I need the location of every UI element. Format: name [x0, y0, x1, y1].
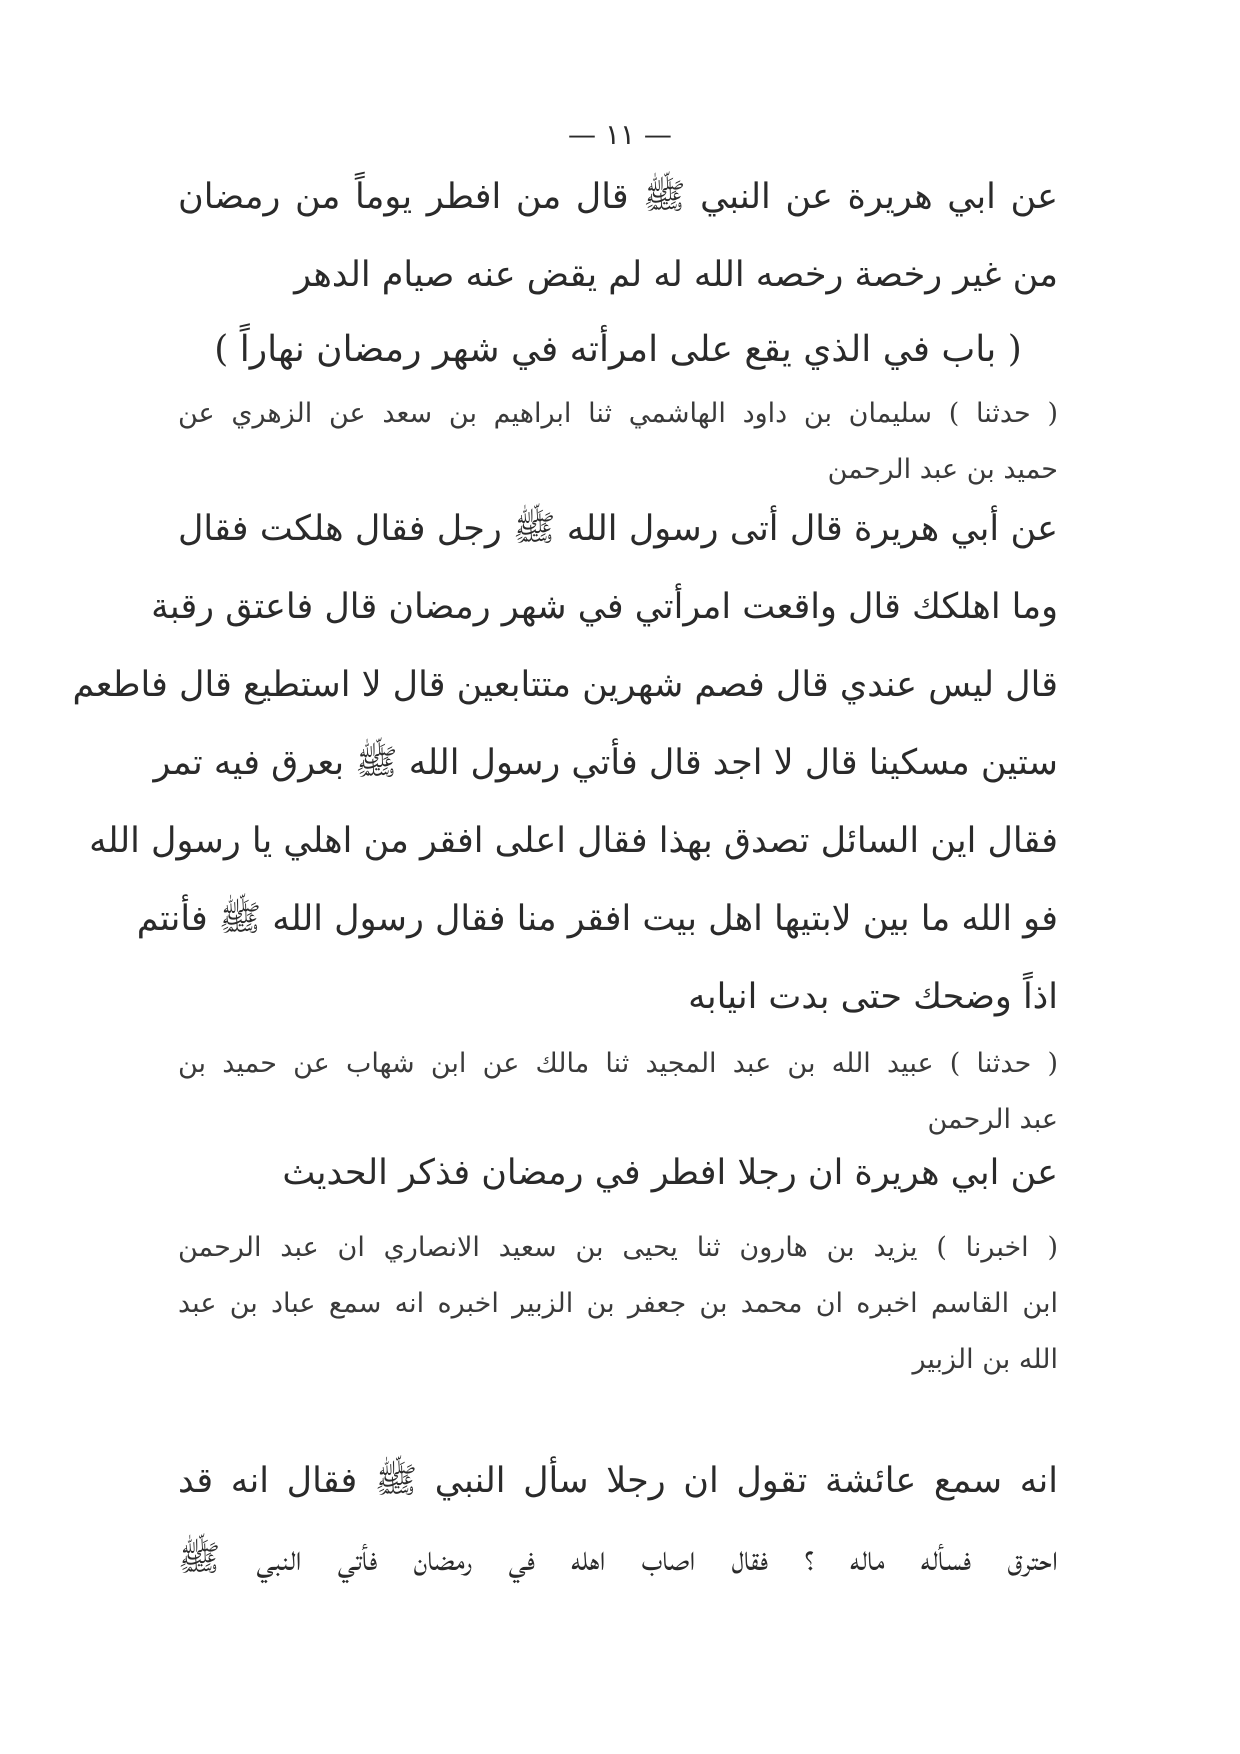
page-number: — ١١ — [568, 118, 672, 151]
text-line: ( اخبرنا ) يزيد بن هارون ثنا يحيى بن سعيد الانصاري ان عبد الرحمن [178, 1232, 1059, 1263]
chapter-heading [178, 318, 1058, 382]
text-line: عبد الرحمن [927, 1104, 1058, 1135]
hadith-paragraph [178, 1442, 1058, 1598]
text-line: احترق فسأله ماله ؟ فقال اصاب اهله في رمضان فأتي النبي ﷺ [178, 1539, 1058, 1579]
hadith-paragraph [72, 490, 1058, 1036]
text-line: ( حدثنا ) سليمان بن داود الهاشمي ثنا ابراهيم بن سعد عن الزهري عن [178, 398, 1058, 429]
heading-line: ( باب في الذي يقع على امرأته في شهر رمضان نهاراً ) [214, 329, 1022, 370]
text-line: فقال اين السائل تصدق بهذا فقال اعلى افقر من اهلي يا رسول الله [89, 821, 1058, 861]
text-line: عن أبي هريرة قال أتى رسول الله ﷺ رجل فقال هلكت فقال [178, 509, 1058, 549]
isnad-paragraph [178, 1220, 1058, 1388]
text-line: قال ليس عندي قال فصم شهرين متتابعين قال لا استطيع قال فاطعم [72, 665, 1058, 705]
hadith-paragraph [178, 1134, 1058, 1212]
isnad-paragraph [178, 386, 1058, 498]
text-line: من غير رخصة رخصه الله له لم يقض عنه صيام الدهر [294, 255, 1058, 295]
text-line: ( حدثنا ) عبيد الله بن عبد المجيد ثنا مالك عن ابن شهاب عن حميد بن [178, 1048, 1058, 1079]
text-line: حميد بن عبد الرحمن [827, 454, 1058, 485]
isnad-paragraph [178, 1036, 1058, 1148]
text-line: ستين مسكينا قال لا اجد قال فأتي رسول الله ﷺ بعرق فيه تمر [153, 743, 1058, 783]
text-line: عن ابي هريرة عن النبي ﷺ قال من افطر يوماً من رمضان [178, 177, 1058, 217]
text-line: وما اهلكك قال واقعت امرأتي في شهر رمضان قال فاعتق رقبة [151, 587, 1058, 627]
text-line: الله بن الزبير [912, 1344, 1058, 1375]
text-line: اذاً وضحك حتى بدت انيابه [688, 977, 1058, 1017]
text-line: انه سمع عائشة تقول ان رجلا سأل النبي ﷺ فقال انه قد [178, 1461, 1058, 1501]
text-line: ابن القاسم اخبره ان محمد بن جعفر بن الزبير اخبره انه سمع عباد بن عبد [178, 1288, 1058, 1319]
text-line: فو الله ما بين لابتيها اهل بيت افقر منا فقال رسول الله ﷺ فأنتم [136, 899, 1058, 939]
text-line: عن ابي هريرة ان رجلا افطر في رمضان فذكر الحديث [282, 1153, 1058, 1193]
hadith-paragraph [178, 158, 1058, 314]
